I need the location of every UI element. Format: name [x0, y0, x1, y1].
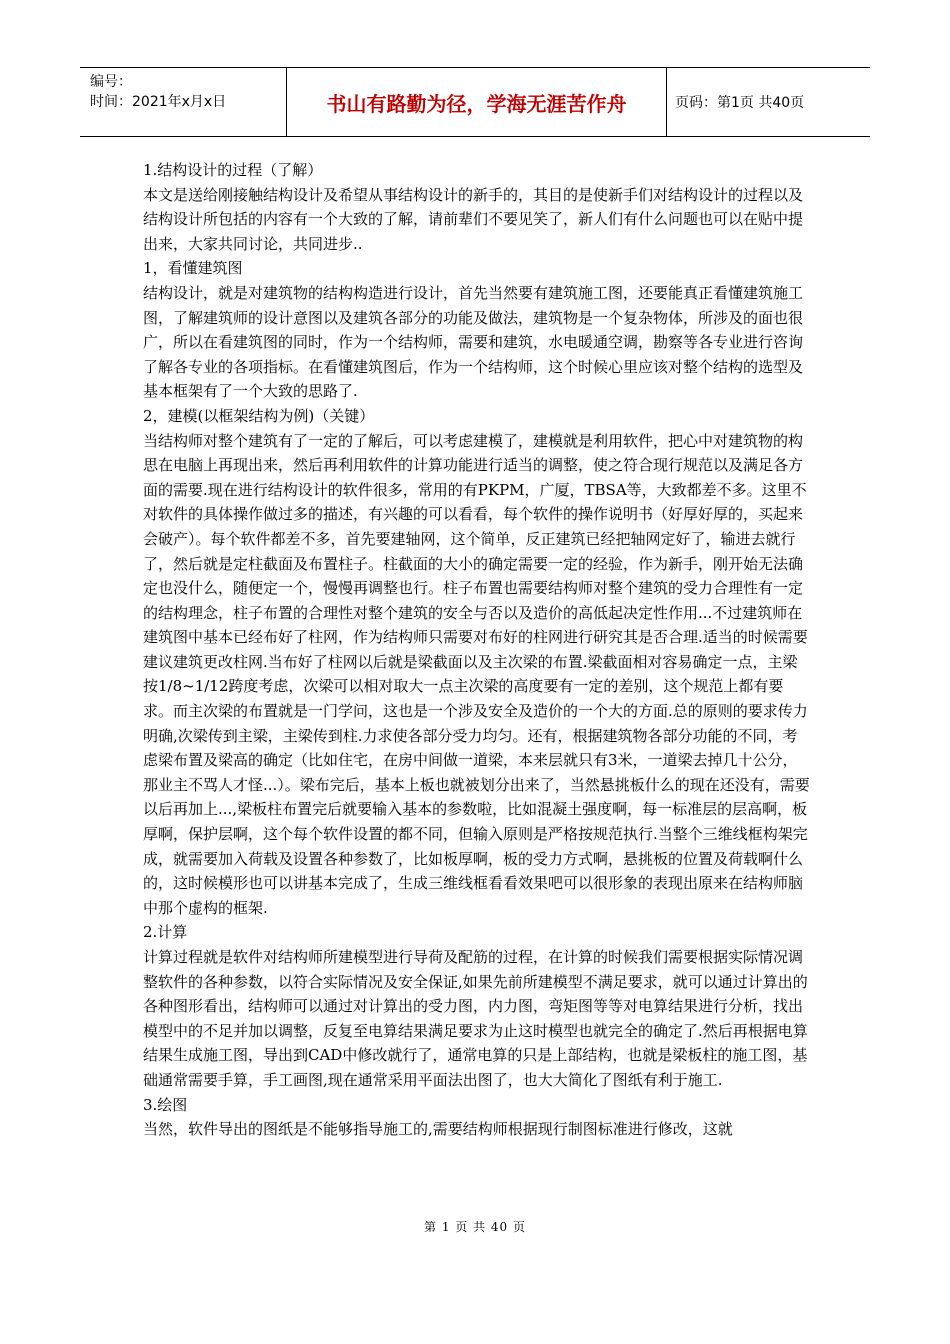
section-heading-calculation: 2.计算 [143, 923, 188, 942]
header-meta [80, 68, 287, 136]
section-heading-drawing: 3.绘图 [143, 1095, 188, 1114]
document-title: 1.结构设计的过程（了解） [143, 161, 323, 179]
header-page-info: 页码：第1页 共40页 [675, 95, 805, 111]
document-number: 编号： [90, 74, 132, 90]
section-text-drawing: 当然，软件导出的图纸是不能够指导施工的,需要结构师根据现行制图标准进行修改，这就 [143, 1120, 733, 1139]
page-footer: 第 1 页 共 40 页 [424, 1220, 526, 1234]
section-text-modeling: 当结构师对整个建筑有了一定的了解后，可以考虑建模了，建模就是利用软件，把心中对建筑物的构思在电脑上再现出来，然后再利用软件的计算功能进行适当的调整，使之符合现行规范以及满足各方面的需要.现在进行结构设计的软件很多，常用的有PKPM，广厦，TBSA等，大致都差不多。这里不对软件的具体操作做过多的描述，有兴趣的可以看看，每个软件的操作说明书（好厚好厚的，买起来会破产）。每个软件都差不多，首先要建轴网，这个简单，反正建筑已经把轴网定好了，输进去就行了，然后就是定柱截面及布置柱子。柱截面的大小的确定需要一定的经验，作为新手，刚开始无法确定也没什么，随便定一个，慢慢再调整也行。柱子布置也需要结构师对整个建筑的受力合理性有一定的结构理念，柱子布置的合理性对整个建筑的安全与否以及造价的高低起决定性作用...不过建筑师在建筑图中基本已经布好了柱网，作为结构师只需要对布好的柱网进行研究其是否合理.适当的时候需要建议建筑更改柱网.当布好了柱网以后就是梁截面以及主次梁的布置.梁截面相对容易确定一点，主梁按1/8~1/12跨度考虑，次梁可以相对取大一点主次梁的高度要有一定的差别，这个规范上都有要求。而主次梁的布置就是一门学问，这也是一个涉及安全及造价的一个大的方面.总的原则的要求传力明确,次梁传到主梁，主梁传到柱.力求使各部分受力均匀。还有，根据建筑物各部分功能的不同，考虑梁布置及梁高的确定（比如住宅，在房中间做一道梁，本来层就只有3米，一道梁去掉几十公分，那业主不骂人才怪...）。梁布完后，基本上板也就被划分出来了，当然悬挑板什么的现在还没有，需要以后再加上...,梁板柱布置完后就要输入基本的参数啦，比如混凝土强度啊，每一标准层的层高啊，板厚啊，保护层啊，这个每个软件设置的都不同，但输入原则是严格按规范执行.当整个三维线框构架完成，就需要加入荷载及设置各种参数了，比如板厚啊，板的受力方式啊，悬挑板的位置及荷载啊什么的，这时候模形也可以讲基本完成了，生成三维线框看看效果吧可以很形象的表现出原来在结构师脑中那个虚构的框架. [143, 431, 810, 917]
intro-paragraph: 本文是送给刚接触结构设计及希望从事结构设计的新手的，其目的是使新手们对结构设计的过程以及结构设计所包括的内容有一个大致的了解，请前辈们不要见笑了，新人们有什么问题也可以在贴中提出来，大家共同讨论，共同进步.. [143, 185, 804, 253]
section-text-read-drawings: 结构设计，就是对建筑物的结构构造进行设计，首先当然要有建筑施工图，还要能真正看懂建筑施工图，了解建筑师的设计意图以及建筑各部分的功能及做法，建筑物是一个复杂物体，所涉及的面也很广，所以在看建筑图的同时，作为一个结构师，需要和建筑，水电暖通空调，勘察等各专业进行咨询了解各专业的各项指标。在看懂建筑图后，作为一个结构师，这个时候心里应该对整个结构的选型及基本框架有了一个大致的思路了. [143, 283, 804, 401]
section-heading-read-drawings: 1，看懂建筑图 [143, 259, 243, 278]
header-motto: 书山有路勤为径，学海无涯苦作舟 [287, 68, 667, 136]
document-body [143, 158, 810, 1142]
section-text-calculation: 计算过程就是软件对结构师所建模型进行导荷及配筋的过程，在计算的时候我们需要根据实际情况调整软件的各种参数，以符合实际情况及安全保证,如果先前所建模型不满足要求，就可以通过计算出的各种图形看出，结构师可以通过对计算出的受力图，内力图，弯矩图等等对电算结果进行分析，找出模型中的不足并加以调整，反复至电算结果满足要求为止这时模型也就完全的确定了.然后再根据电算结果生成施工图，导出到CAD中修改就行了，通常电算的只是上部结构，也就是梁板柱的施工图，基础通常需要手算，手工画图,现在通常采用平面法出图了，也大大简化了图纸有利于施工. [143, 948, 808, 1089]
document-date: 时间：2021年x月x日 [90, 94, 227, 110]
section-heading-modeling: 2，建模(以框架结构为例)（关键） [143, 406, 375, 425]
page-header [80, 67, 870, 137]
